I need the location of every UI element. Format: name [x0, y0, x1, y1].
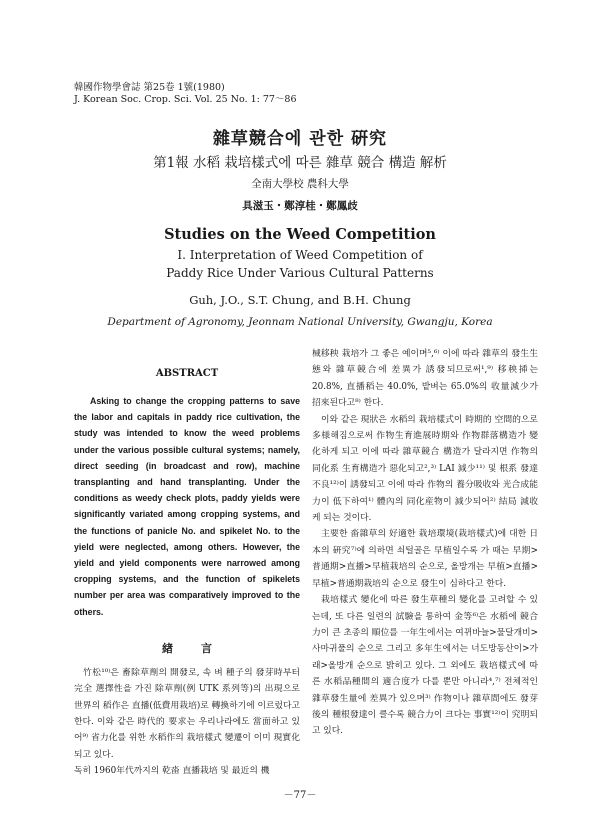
intro-paragraph-5: 主要한 畓雜草의 好適한 栽培環境(栽培樣式)에 대한 日本의 硏究⁷⁾에 의하면 쇠털골은 早植일수록 가 때는 早期>普通期>直播>早植栽培의 순으로, 올방개는 早植>直播>早植>普通期栽培의 순으로 發生이 심하다고 한다. [312, 529, 538, 589]
intro-body-right [312, 346, 538, 740]
authors-ko: 具滋玉・鄭淳桂・鄭鳳歧 [242, 200, 358, 212]
left-column [74, 360, 300, 780]
department-en: Department of Agronomy, Jeonnam National University, Gwangju, Korea [107, 316, 493, 328]
abstract-body [74, 393, 300, 620]
intro-paragraph-3: 械移秧 栽培가 그 좋은 예이며⁵,⁶⁾ 이에 따라 雜草의 發生生態와 雜草競合에 差異가 誘發되므로써¹,⁹⁾ 移秧揷는 20.8%, 直播稻는 40.0%, 밭벼는 65.0%의 收量減少가 招來된다고⁸⁾ 한다. [312, 349, 538, 409]
page-number: －77－ [283, 790, 317, 801]
right-column [312, 346, 538, 740]
paper-title-en: Studies on the Weed Competition [164, 226, 436, 243]
paper-title-ko: 雜草競合에 관한 硏究 [212, 129, 388, 149]
journal-citation [74, 82, 297, 106]
abstract-heading: ABSTRACT [155, 368, 219, 379]
paper-subtitle-en-line2: Paddy Rice Under Various Cultural Patterns [166, 266, 434, 280]
journal-citation-ko: 韓國作物學會誌 第25卷 1號(1980) [74, 82, 225, 93]
abstract-paragraph: Asking to change the cropping patterns to save the labor and capitals in paddy rice cultivation, the study was intended to know the weed problems under the various possible cultural systems; namely, direct seeding (in broadcast and row), machine transplanting and hand transplanting. Under the conditions as weedy check plots, paddy yields were significantly variated among cropping systems, and the functions of panicle No. and spikelet No. to the yield were neglected, among others. However, the yield and yield components were narrowed among cropping systems, and the function of spikelets number per area was comparatively improved to the others. [74, 396, 300, 617]
intro-paragraph-6: 栽培樣式 變化에 따른 發生草種의 變化를 고려할 수 있는데, 또 다른 일련의 試驗을 통하여 金等⁶⁾은 水稻에 競合力이 큰 초종의 順位를 一年生에서는 여뀌바늘>물달개비>사마귀풀의 순으로 그리고 多年生에서는 너도방동산이>가래>올방개 순으로 밝히고 있다. 그 외에도 栽培樣式에 따른 水稻品種間의 適合度가 다를 뿐만 아니라⁴,⁷⁾ 전체적인 雜草發生量에 差異가 있으며³⁾ 作物이나 雜草間에도 發芽後의 種根發達이 클수록 競合力이 크다는 事實¹²⁾이 究明되고 있다. [312, 595, 538, 737]
intro-heading: 緖言 [162, 641, 240, 655]
paper-subtitle-ko: 第1報 水稻 栽培樣式에 따른 雜草 競合 構造 解析 [153, 155, 447, 171]
intro-paragraph-1: 竹松¹⁰⁾은 畜除草劑의 開發로, 속 벼 種子의 發芽時부터 完全 選擇性을 가진 除草劑(例 UTK 系列等)의 出現으로 世界의 稻作은 直播(低費用栽培)로 轉換하기에 이르렀다고 한다. 이와 같은 時代的 要求는 우리나라에도 當面하고 있어⁹⁾ 省力化를 위한 水稻作의 栽培樣式 變遷이 이미 現實化되고 있다. [74, 667, 300, 760]
paper-subtitle-en-line1: I. Interpretation of Weed Competition of [177, 248, 423, 262]
intro-paragraph-4: 이와 같은 現狀은 水稻의 栽培樣式이 時期的 空間的으로 多様해짐으로써 作物生育進展時期와 作物群落構造가 變化하게 되고 이에 따라 雜草競合 構造가 달라지면 作物의 同化系 生育構造가 惡化되고²,³⁾ LAI 減少¹¹⁾ 및 根系 發達不良¹²⁾이 誘發되고 이에 따라 作物의 養分吸收와 光合成能力이 低下하여¹⁾ 體內의 同化産物이 減少되어²⁾ 結局 減收케 되는 것이다. [312, 414, 538, 524]
journal-citation-en: J. Korean Soc. Crop. Sci. Vol. 25 No. 1: 77～86 [74, 94, 297, 105]
intro-paragraph-2: 독히 1960年代까지의 乾畓 直播栽培 및 最近의 機 [74, 766, 270, 777]
paper-subtitle-en [0, 246, 600, 282]
affiliation-ko: 全南大學校 農科大學 [251, 178, 349, 190]
intro-body-left [74, 665, 300, 780]
authors-en: Guh, J.O., S.T. Chung, and B.H. Chung [189, 293, 411, 307]
